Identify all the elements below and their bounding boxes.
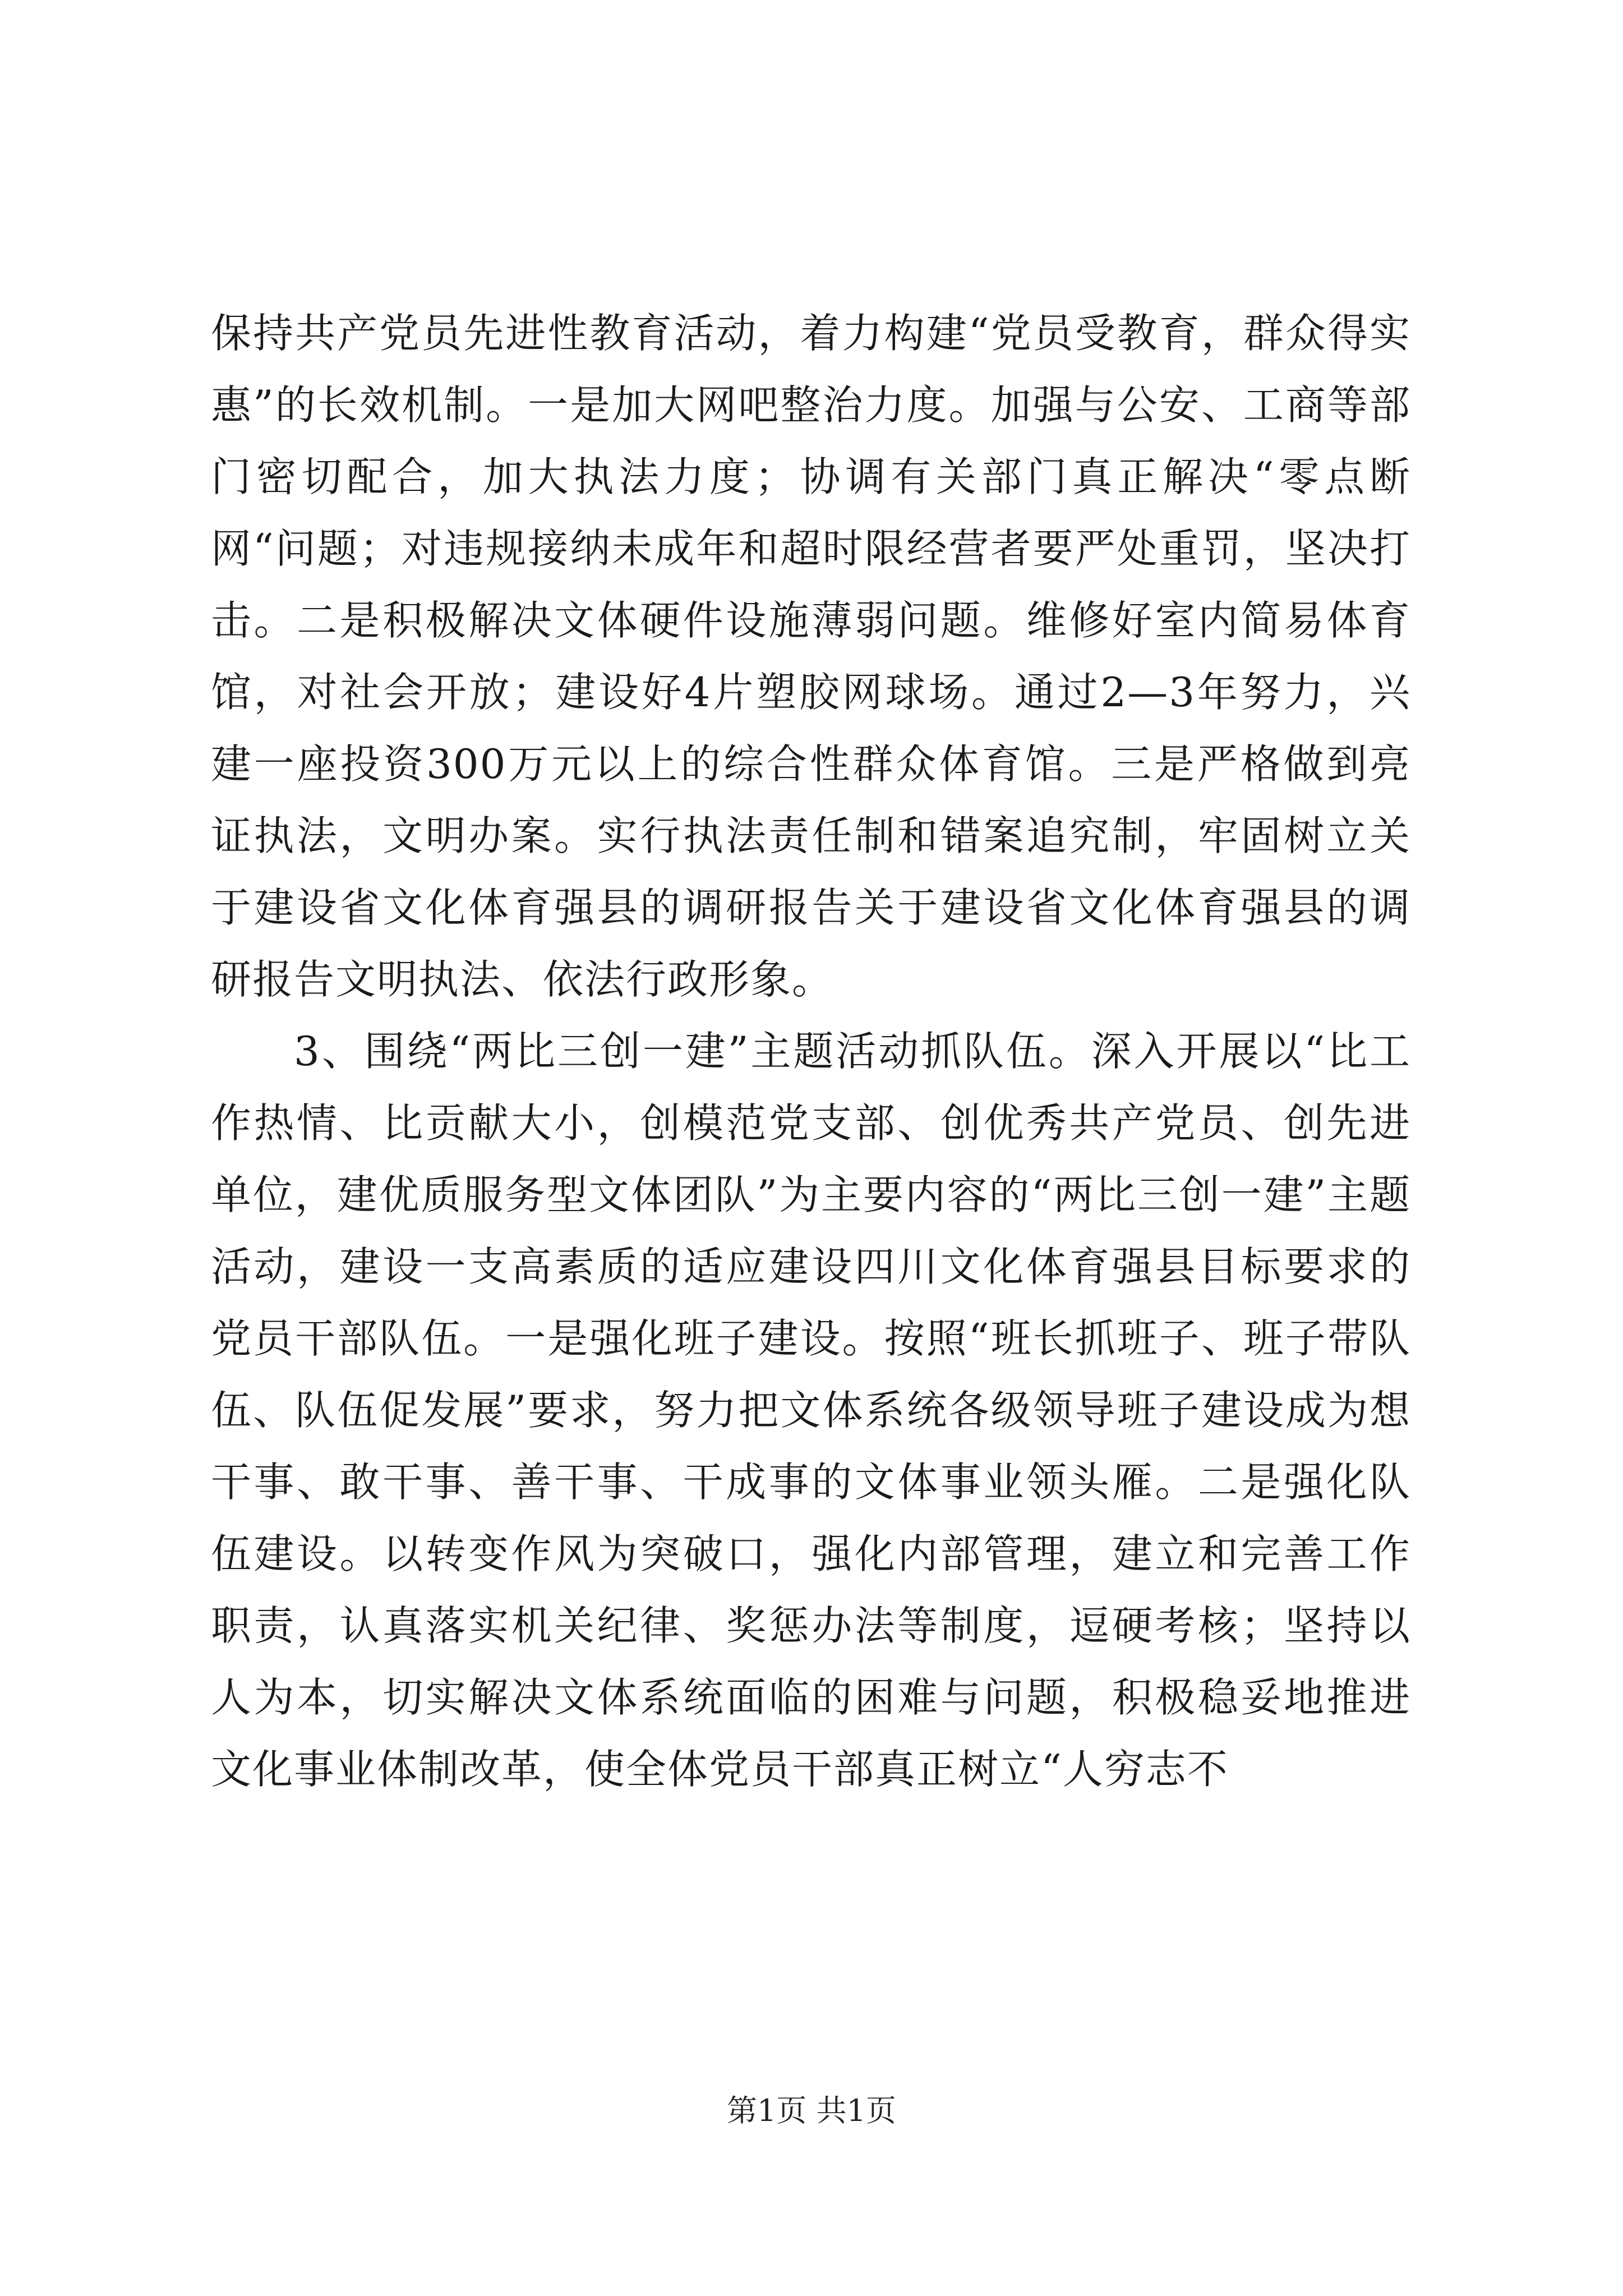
paragraph-2: 3、围绕“两比三创一建”主题活动抓队伍。深入开展以“比工作热情、比贡献大小，创模范党支部、创优秀共产党员、创先进单位，建优质服务型文体团队”为主要内容的“两比三创一建”主题活动，建设一支高素质的适应建设四川文化体育强县目标要求的党员干部队伍。一是强化班子建设。按照“班长抓班子、班子带队伍、队伍促发展”要求，努力把文体系统各级领导班子建设成为想干事、敢干事、善干事、干成事的文体事业领头雁。二是强化队伍建设。以转变作风为突破口，强化内部管理，建立和完善工作职责，认真落实机关纪律、奖惩办法等制度，逗硬考核；坚持以人为本，切实解决文体系统面临的困难与问题，积极稳妥地推进文化事业体制改革，使全体党员干部真正树立“人穷志不 [211, 1028, 1411, 1793]
document-body [211, 297, 1411, 1805]
paragraph-1: 保持共产党员先进性教育活动，着力构建“党员受教育，群众得实惠”的长效机制。一是加大网吧整治力度。加强与公安、工商等部门密切配合，加大执法力度；协调有关部门真正解决“零点断网“问题；对违规接纳未成年和超时限经营者要严处重罚，坚决打击。二是积极解决文体硬件设施薄弱问题。维修好室内简易体育馆，对社会开放；建设好4片塑胶网球场。通过2—3年努力，兴建一座投资300万元以上的综合性群众体育馆。三是严格做到亮证执法，文明办案。实行执法责任制和错案追究制，牢固树立关于建设省文化体育强县的调研报告关于建设省文化体育强县的调研报告文明执法、依法行政形象。 [211, 310, 1411, 1003]
page-footer: 第1页 共1页 [727, 2093, 896, 2128]
